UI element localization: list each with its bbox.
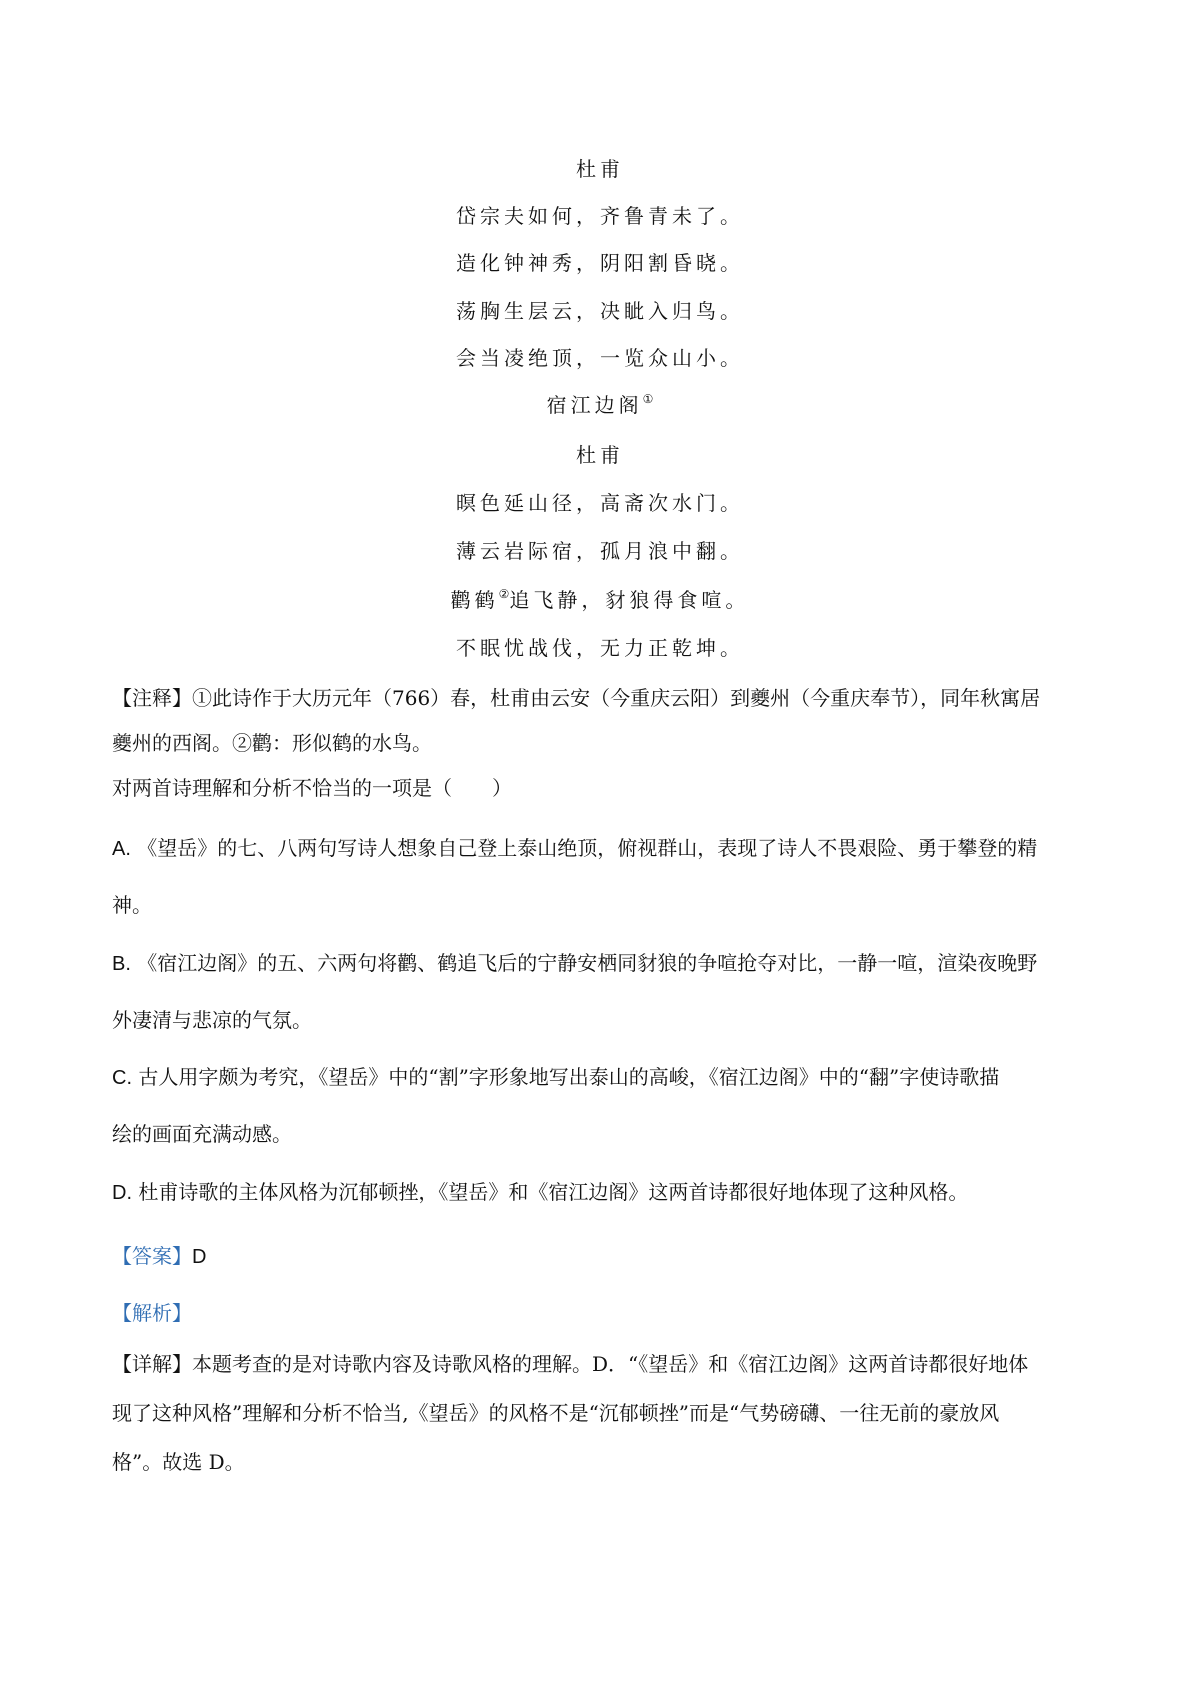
- poem2-title-text: 宿江边阁: [546, 393, 643, 417]
- question-stem: 对两首诗理解和分析不恰当的一项是（ ）: [112, 776, 512, 800]
- detail-label: 【详解】: [112, 1352, 192, 1376]
- poem2-line-2: 薄云岩际宿，孤月浪中翻。: [456, 539, 744, 563]
- poem1-line-3: 荡胸生层云，决眦入归鸟。: [456, 299, 744, 323]
- notes-text-1: ①此诗作于大历元年（766）春，杜甫由云安（今重庆云阳）到夔州（今重庆奉节），同年秋寓居: [192, 686, 1041, 710]
- poem1-line-2: 造化钟神秀，阴阳割昏晓。: [456, 251, 744, 275]
- poem1-line-1: 岱宗夫如何，齐鲁青未了。: [456, 204, 744, 228]
- detail-line-3: 格”。故选 D。: [112, 1450, 245, 1474]
- poem1-line-4: 会当凌绝顶，一览众山小。: [456, 346, 744, 370]
- option-b-line-1: [112, 949, 1102, 978]
- option-c-line-1: [112, 1063, 1102, 1092]
- detail-line-2: 现了这种风格”理解和分析不恰当,《望岳》的风格不是“沉郁顿挫”而是“气势磅礴、一往无前的豪放风: [112, 1401, 1000, 1425]
- detail-line-1: [112, 1350, 1102, 1378]
- option-a-letter: A.: [112, 838, 131, 860]
- poem2-line-3-end: 追飞静，豺狼得食喧。: [509, 588, 750, 612]
- option-c-line-2: 绘的画面充满动感。: [112, 1122, 292, 1146]
- poem2-title: [0, 391, 1200, 419]
- option-a-line-2: 神。: [112, 893, 152, 917]
- poem2-line-1: 暝色延山径，高斋次水门。: [456, 491, 744, 515]
- option-d-letter: D.: [112, 1182, 132, 1204]
- answer-line: [112, 1242, 1102, 1271]
- option-c-text-1: 古人用字颇为考究，《望岳》中的“割”字形象地写出泰山的高峻，《宿江边阁》中的“翻”字使诗歌描: [138, 1065, 1000, 1089]
- poem1-author: 杜甫: [576, 157, 624, 181]
- answer-label: 【答案】: [112, 1244, 192, 1268]
- option-b-text-1: 《宿江边阁》的五、六两句将鹳、鹤追飞后的宁静安栖同豺狼的争喧抢夺对比，一静一喧，渲染夜晚野: [137, 951, 1038, 975]
- option-a-line-1: [112, 834, 1102, 863]
- poem2-line-4: 不眠忧战伐，无力正乾坤。: [456, 636, 744, 660]
- detail-text-1: 本题考查的是对诗歌内容及诗歌风格的理解。D．“《望岳》和《宿江边阁》这两首诗都很好地体: [192, 1352, 1029, 1376]
- poem2-author: 杜甫: [576, 443, 624, 467]
- notes-label: 【注释】: [112, 686, 192, 710]
- poem2-line-3-start: 鹳鹤: [450, 588, 499, 612]
- footnote-marker-1: ①: [642, 392, 654, 406]
- poem2-line-3: [0, 586, 1200, 614]
- answer-value: D: [192, 1246, 207, 1268]
- footnote-marker-2: ②: [498, 587, 510, 601]
- analysis-label: 【解析】: [112, 1301, 192, 1325]
- notes-line-2: 夔州的西阁。②鹳：形似鹤的水鸟。: [112, 731, 432, 755]
- option-c-letter: C.: [112, 1067, 132, 1089]
- option-b-line-2: 外凄清与悲凉的气氛。: [112, 1008, 312, 1032]
- notes-line-1: [112, 684, 1102, 712]
- option-d-text-1: 杜甫诗歌的主体风格为沉郁顿挫，《望岳》和《宿江边阁》这两首诗都很好地体现了这种风格。: [138, 1180, 969, 1204]
- option-b-letter: B.: [112, 953, 131, 975]
- option-a-text-1: 《望岳》的七、八两句写诗人想象自己登上泰山绝顶，俯视群山，表现了诗人不畏艰险、勇于攀登的精: [137, 836, 1038, 860]
- option-d-line-1: [112, 1178, 1102, 1207]
